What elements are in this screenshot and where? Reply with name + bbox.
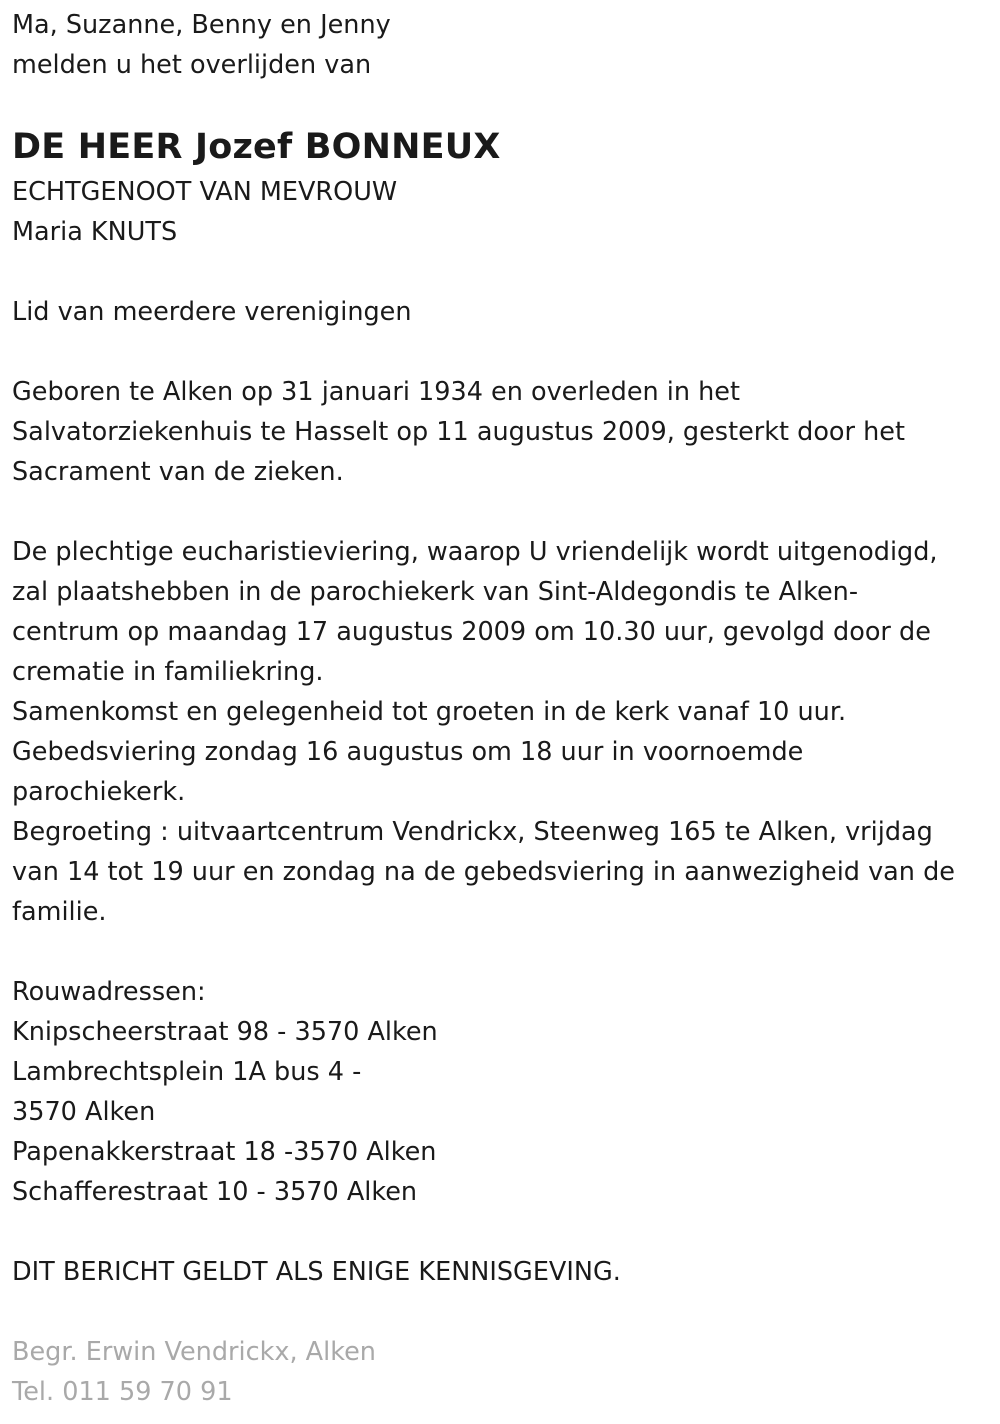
addresses-heading: Rouwadressen: bbox=[12, 977, 206, 1007]
paragraph-line: Geboren te Alken op 31 januari 1934 en overleden in het bbox=[12, 377, 740, 407]
undertaker-phone: Tel. 011 59 70 91 bbox=[12, 1377, 233, 1407]
paragraph-line: crematie in familiekring. bbox=[12, 657, 324, 687]
paragraph-line: Samenkomst en gelegenheid tot groeten in de kerk vanaf 10 uur. bbox=[12, 697, 847, 727]
address-line: Papenakkerstraat 18 -3570 Alken bbox=[12, 1137, 437, 1167]
paragraph-line: Gebedsviering zondag 16 augustus om 18 uur in voornoemde bbox=[12, 737, 804, 767]
address-line: Knipscheerstraat 98 - 3570 Alken bbox=[12, 1017, 438, 1047]
paragraph-line: centrum op maandag 17 augustus 2009 om 10.30 uur, gevolgd door de bbox=[12, 617, 931, 647]
spouse-line: ECHTGENOOT VAN MEVROUW bbox=[12, 177, 398, 207]
address-line: 3570 Alken bbox=[12, 1097, 156, 1127]
paragraph-line: De plechtige eucharistieviering, waarop U vriendelijk wordt uitgenodigd, bbox=[12, 537, 938, 567]
paragraph-line: van 14 tot 19 uur en zondag na de gebedsviering in aanwezigheid van de bbox=[12, 857, 955, 887]
paragraph-line: Sacrament van de zieken. bbox=[12, 457, 344, 487]
paragraph-line: Salvatorziekenhuis te Hasselt op 11 augustus 2009, gesterkt door het bbox=[12, 417, 905, 447]
membership-text: Lid van meerdere verenigingen bbox=[12, 297, 412, 327]
birth-death-paragraph bbox=[12, 372, 988, 492]
intro-line: Ma, Suzanne, Benny en Jenny bbox=[12, 10, 391, 40]
undertaker-block bbox=[12, 1332, 988, 1412]
undertaker-name: Begr. Erwin Vendrickx, Alken bbox=[12, 1337, 376, 1367]
paragraph-line: Begroeting : uitvaartcentrum Vendrickx, Steenweg 165 te Alken, vrijdag bbox=[12, 817, 933, 847]
intro-line: melden u het overlijden van bbox=[12, 50, 372, 80]
intro-block bbox=[12, 5, 988, 85]
paragraph-line: parochiekerk. bbox=[12, 777, 186, 807]
deceased-block bbox=[12, 122, 988, 252]
ceremony-paragraph bbox=[12, 532, 988, 932]
deceased-name: DE HEER Jozef BONNEUX bbox=[12, 127, 501, 167]
paragraph-line: zal plaatshebben in de parochiekerk van Sint-Aldegondis te Alken- bbox=[12, 577, 859, 607]
address-line: Schafferestraat 10 - 3570 Alken bbox=[12, 1177, 418, 1207]
spouse-line: Maria KNUTS bbox=[12, 217, 178, 247]
notice-text: DIT BERICHT GELDT ALS ENIGE KENNISGEVING. bbox=[12, 1257, 621, 1287]
addresses-block bbox=[12, 972, 988, 1212]
paragraph-line: familie. bbox=[12, 897, 107, 927]
address-line: Lambrechtsplein 1A bus 4 - bbox=[12, 1057, 362, 1087]
